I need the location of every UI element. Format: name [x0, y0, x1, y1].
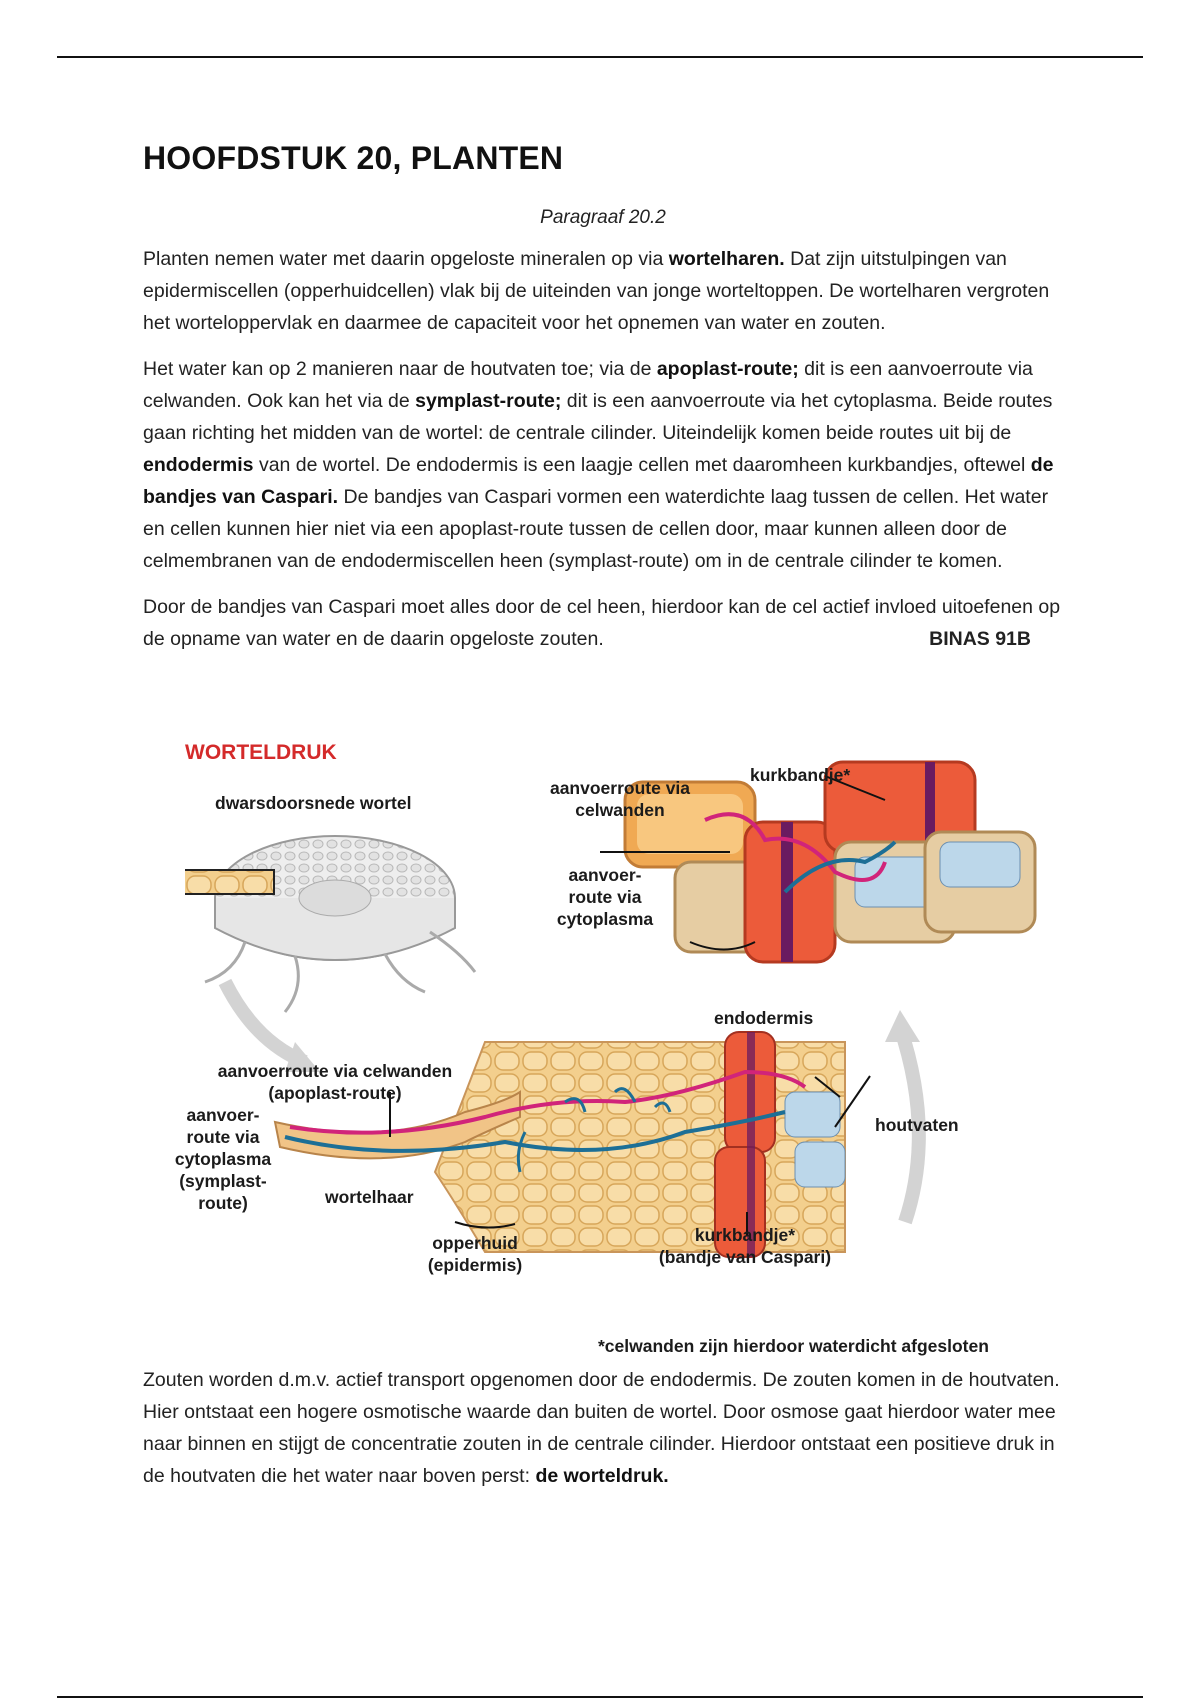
figure-illustration	[185, 742, 1055, 1362]
binas-reference: BINAS 91B	[929, 628, 1031, 650]
text-run: Dat zijn uitstulpingen van epidermiscellen (opperhuidcellen) vlak bij de uiteinden van jonge worteltoppen. De wortelharen vergroten het worteloppervlak en daarmee de capaciteit voor het opnemen van water en zouten.	[143, 248, 1050, 334]
label-symplast-top	[545, 864, 665, 930]
paragraph-caspari	[143, 591, 1063, 655]
label-line: aanvoer-	[186, 1105, 260, 1125]
bottom-rule	[57, 1696, 1143, 1698]
bold-term: apoplast-route;	[656, 358, 799, 380]
text-run: dit is een aanvoerroute via celwanden. Ook kan het via de	[143, 358, 1033, 412]
top-rule	[57, 56, 1143, 58]
label-cross-section: dwarsdoorsnede wortel	[215, 793, 412, 813]
label-endodermis: endodermis	[714, 1008, 814, 1028]
label-line: (bandje van Caspari)	[658, 1247, 832, 1267]
text-run: Door de bandjes van Caspari moet alles door de cel heen, hierdoor kan de cel actief invloed uitoefenen op de opname van water en de daarin opgeloste zouten.	[143, 596, 1061, 650]
label-line: cytoplasma	[174, 1149, 272, 1169]
label-kurkbandje-bottom	[650, 1224, 840, 1268]
bold-term: de worteldruk.	[535, 1465, 669, 1487]
bold-term: wortelharen.	[668, 248, 785, 270]
paragraph-worteldruk	[143, 1364, 1073, 1492]
bold-term: de bandjes van Caspari.	[143, 454, 1054, 508]
text-run: Planten nemen water met daarin opgeloste mineralen op via	[143, 248, 669, 270]
label-line: (epidermis)	[427, 1255, 523, 1275]
label-houtvaten: houtvaten	[875, 1115, 959, 1135]
label-line: aanvoer-	[568, 865, 642, 885]
label-line: route via	[568, 887, 642, 907]
label-line: route via	[186, 1127, 260, 1147]
paragraph-wortelharen	[143, 243, 1063, 339]
text-run: De bandjes van Caspari vormen een waterdichte laag tussen de cellen. Het water en cellen kunnen hier niet via een apoplast-route tussen de cellen door, maar kunnen alleen door de celmembranen van de endodermiscellen heen (symplast-route) om in de centrale cilinder te komen.	[143, 486, 1049, 572]
label-line: cytoplasma	[556, 909, 654, 929]
figure-title: WORTELDRUK	[185, 741, 337, 764]
label-apoplast-top: aanvoerroute via celwanden	[549, 778, 691, 820]
label-line: aanvoerroute via celwanden	[217, 1061, 453, 1081]
label-line: kurkbandje*	[694, 1225, 796, 1245]
worteldruk-figure	[174, 741, 1055, 1362]
paragraph-subtitle: Paragraaf 20.2	[540, 207, 666, 228]
label-line: opperhuid	[432, 1233, 518, 1253]
document-body-continued	[143, 1364, 1073, 1506]
label-line: route)	[198, 1193, 248, 1213]
label-symplast-bottom	[167, 1104, 279, 1214]
label-apoplast-bottom	[185, 1060, 485, 1104]
document-body	[143, 140, 1063, 669]
paragraph-routes	[143, 353, 1063, 577]
text-run: dit is een aanvoerroute via het cytoplasma. Beide routes gaan richting het midden van de wortel: de centrale cilinder. Uiteindelijk komen beide routes uit bij de	[143, 390, 1053, 444]
figure-footnote: *celwanden zijn hierdoor waterdicht afgesloten	[598, 1336, 989, 1356]
page-title: HOOFDSTUK 20, PLANTEN	[143, 140, 564, 176]
bold-term: symplast-route;	[415, 390, 562, 412]
label-kurkbandje-top: kurkbandje*	[750, 765, 851, 785]
text-run: Zouten worden d.m.v. actief transport opgenomen door de endodermis. De zouten komen in de houtvaten. Hier ontstaat een hogere osmotische waarde dan buiten de wortel. Door osmose gaat hierdoor water mee naar binnen en stijgt de concentratie zouten in de centrale cilinder. Hierdoor ontstaat een positieve druk in de houtvaten die het water naar boven perst:	[143, 1369, 1060, 1487]
text-run: van de wortel. De endodermis is een laagje cellen met daaromheen kurkbandjes, oftewel	[253, 454, 1031, 476]
label-line: (symplast-	[179, 1171, 267, 1191]
text-run: Het water kan op 2 manieren naar de houtvaten toe; via de	[143, 358, 657, 380]
bold-term: endodermis	[143, 454, 254, 476]
label-wortelhaar: wortelhaar	[325, 1187, 414, 1207]
label-line: (apoplast-route)	[268, 1083, 402, 1103]
label-opperhuid	[410, 1232, 540, 1276]
